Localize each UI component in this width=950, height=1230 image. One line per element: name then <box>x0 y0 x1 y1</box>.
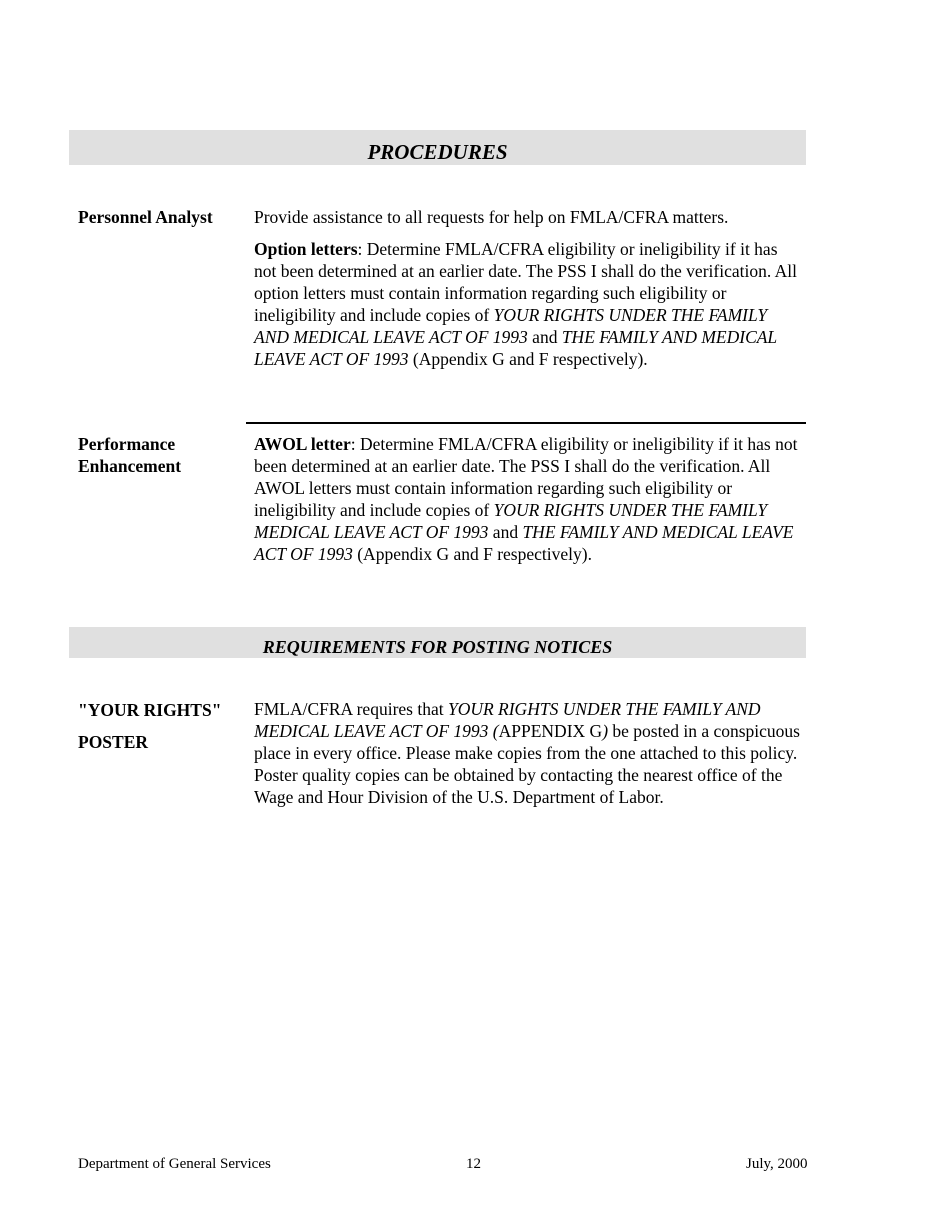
poster-label-line1: "YOUR RIGHTS" <box>78 700 222 720</box>
awol-letter-tail: (Appendix G and F respectively). <box>352 544 592 564</box>
performance-enhancement-label <box>78 433 181 477</box>
option-letters-paragraph <box>254 238 804 370</box>
performance-label-line2: Enhancement <box>78 456 182 476</box>
your-rights-poster-section <box>254 698 804 808</box>
option-letters-title: Option letters <box>254 239 358 259</box>
personnel-analyst-intro: Provide assistance to all requests for help on FMLA/CFRA matters. <box>254 207 729 227</box>
personnel-analyst-label: Personnel Analyst <box>78 207 213 227</box>
option-letters-tail: (Appendix G and F respectively). <box>408 349 648 369</box>
poster-label-line2: POSTER <box>78 732 149 752</box>
footer-page-number: 12 <box>466 1156 481 1172</box>
footer-date: July, 2000 <box>746 1156 808 1172</box>
performance-enhancement-section <box>254 433 804 565</box>
awol-letter-title: AWOL letter <box>254 434 351 454</box>
procedures-heading-text: PROCEDURES <box>367 140 508 164</box>
poster-text-tail: be posted in a conspicuous place in every office. Please make copies from the one attached to this policy. Poster quality copies can be obtained by contacting the nearest office of the Wage and Hour Division of the U.S. Department of Labor. <box>254 721 800 807</box>
option-letters-act-title: THE FAMILY AND MEDICAL LEAVE ACT OF 1993 <box>254 327 777 369</box>
requirements-heading-text: REQUIREMENTS FOR POSTING NOTICES <box>262 637 613 657</box>
procedures-heading <box>69 130 806 165</box>
option-letters-rights-title: YOUR RIGHTS UNDER THE FAMILY AND MEDICAL LEAVE ACT OF 1993 <box>254 305 768 347</box>
performance-label-line1: Performance <box>78 434 176 454</box>
requirements-heading <box>69 627 806 658</box>
awol-letter-text: : Determine FMLA/CFRA eligibility or ineligibility if it has not been determined at an earlier date. The PSS I shall do the verification. All AWOL letters must contain information regarding such eligibility or ineligibility and include copies of <box>254 434 798 520</box>
section-divider <box>246 422 806 424</box>
awol-letter-rights-title: YOUR RIGHTS UNDER THE FAMILY MEDICAL LEAVE ACT OF 1993 <box>254 500 768 542</box>
option-letters-text: : Determine FMLA/CFRA eligibility or ineligibility if it has not been determined at an earlier date. The PSS I shall do the verification. All option letters must contain information regarding such eligibility or ineligibility and include copies of <box>254 239 797 325</box>
poster-rights-title: YOUR RIGHTS UNDER THE FAMILY AND MEDICAL LEAVE ACT OF 1993 ( <box>254 699 761 741</box>
awol-letter-paragraph <box>254 433 804 565</box>
option-letters-and: and <box>527 327 562 347</box>
your-rights-poster-label <box>78 694 221 758</box>
footer-department: Department of General Services <box>78 1156 271 1172</box>
poster-close-paren: ) <box>602 721 609 741</box>
poster-paragraph <box>254 698 804 808</box>
awol-letter-and: and <box>488 522 523 542</box>
awol-letter-act-title: THE FAMILY AND MEDICAL LEAVE ACT OF 1993 <box>254 522 794 564</box>
personnel-analyst-section <box>254 206 804 370</box>
poster-appendix: APPENDIX G <box>498 721 603 741</box>
poster-text-start: FMLA/CFRA requires that <box>254 699 448 719</box>
